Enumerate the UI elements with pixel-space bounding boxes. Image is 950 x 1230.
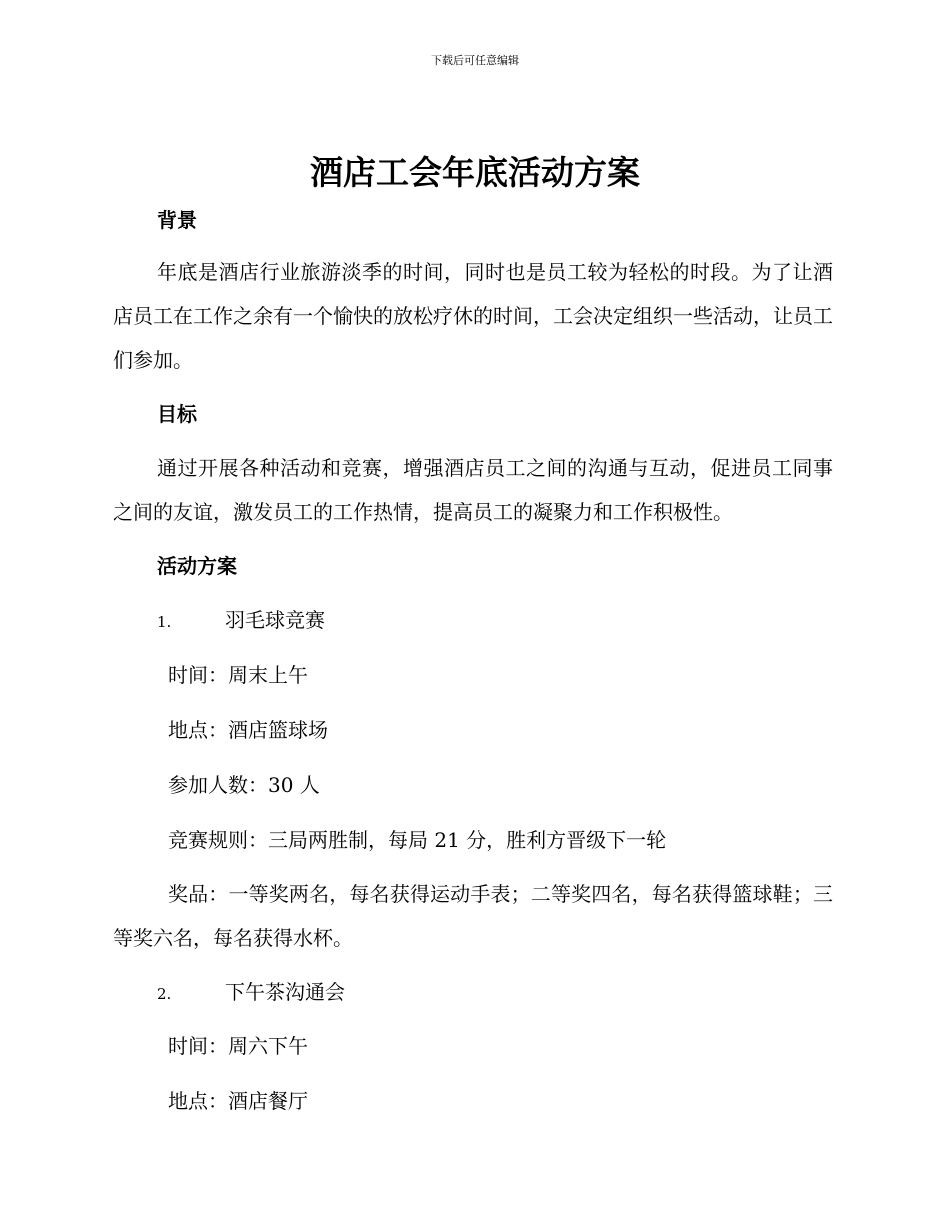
- detail-time: 时间：周六下午: [168, 1034, 308, 1058]
- list-item-badminton: [157, 606, 325, 636]
- paragraph-goal: 通过开展各种活动和竞赛，增强酒店员工之间的沟通与互动，促进员工同事之间的友谊，激发员工的工作热情，提高员工的凝聚力和工作积极性。: [113, 456, 833, 524]
- heading-goal: 目标: [157, 402, 197, 426]
- list-item-tea-meeting: [157, 978, 345, 1008]
- list-item-name: 下午茶沟通会: [225, 980, 345, 1004]
- list-item-number: 2.: [157, 985, 172, 1003]
- detail-place: 地点：酒店篮球场: [168, 718, 328, 742]
- heading-background: 背景: [157, 208, 197, 232]
- detail-time: 时间：周末上午: [168, 663, 308, 687]
- heading-plan: 活动方案: [157, 554, 237, 578]
- list-item-number: 1.: [157, 613, 172, 631]
- document-title: 酒店工会年底活动方案: [310, 153, 640, 192]
- detail-people: 参加人数：30 人: [168, 773, 320, 797]
- detail-place: 地点：酒店餐厅: [168, 1089, 308, 1113]
- paragraph-background: 年底是酒店行业旅游淡季的时间，同时也是员工较为轻松的时段。为了让酒店员工在工作之余有一个愉快的放松疗休的时间，工会决定组织一些活动，让员工们参加。: [113, 260, 833, 372]
- detail-prizes: 奖品：一等奖两名，每名获得运动手表；二等奖四名，每名获得篮球鞋；三等奖六名，每名获得水杯。: [113, 882, 833, 950]
- header-note: 下载后可任意编辑: [431, 54, 519, 67]
- detail-rules: 竞赛规则：三局两胜制，每局 21 分，胜利方晋级下一轮: [168, 828, 667, 852]
- list-item-name: 羽毛球竞赛: [225, 608, 325, 632]
